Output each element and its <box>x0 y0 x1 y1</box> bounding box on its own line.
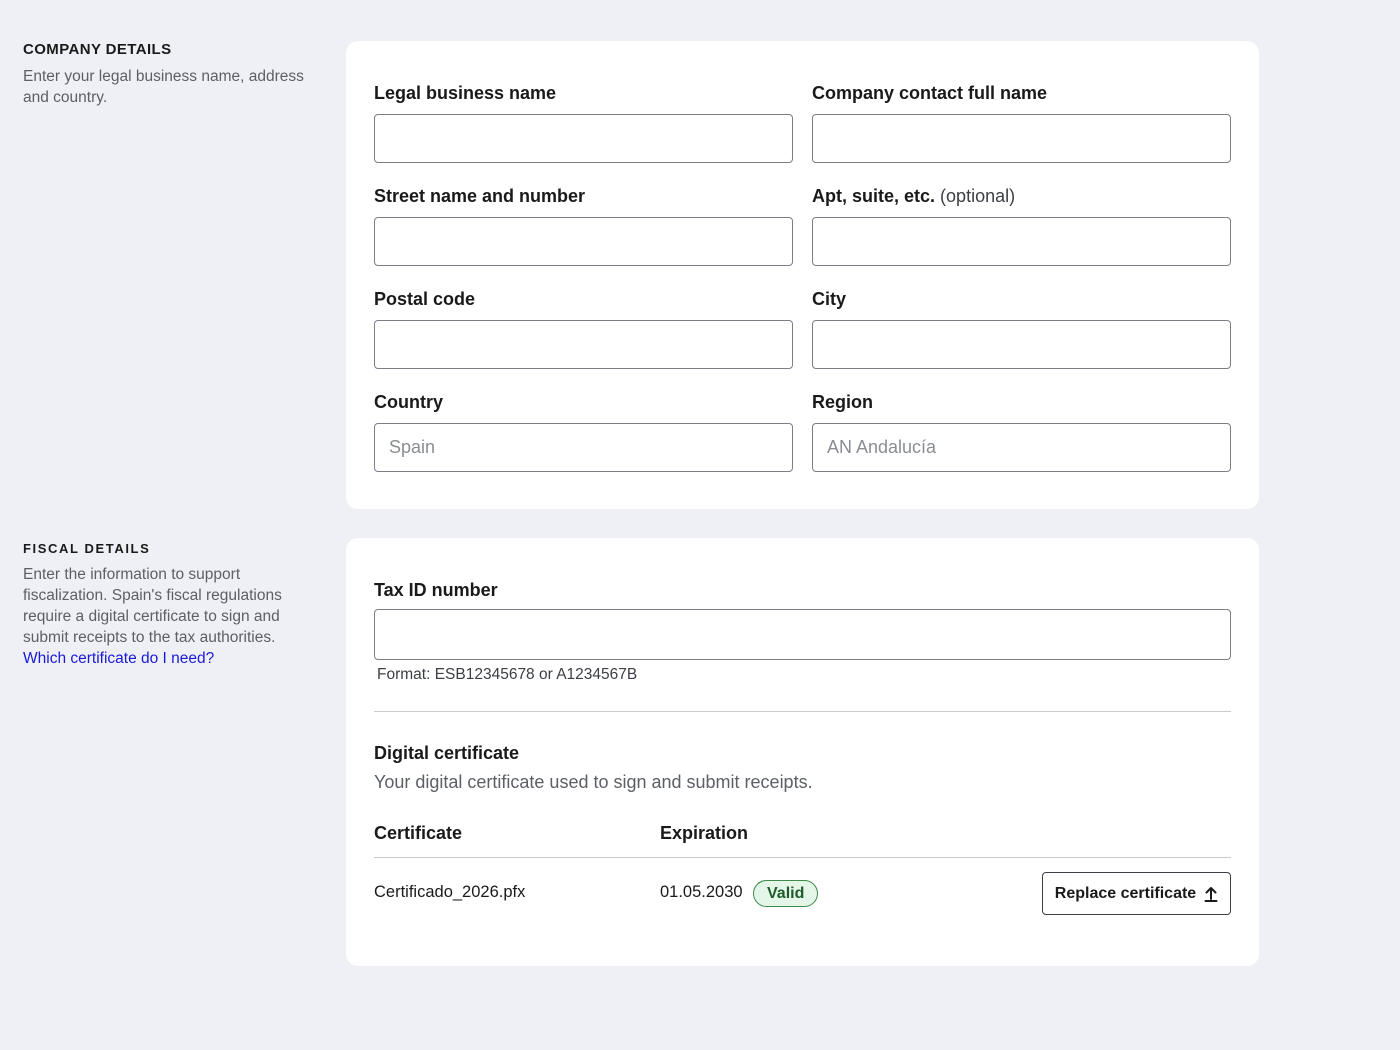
country-input[interactable]: Spain <box>374 423 793 472</box>
fiscal-details-card <box>346 538 1259 966</box>
country-label: Country <box>374 392 443 412</box>
fiscal-details-intro <box>23 541 318 669</box>
city-field <box>812 287 1231 369</box>
optional-tag: (optional) <box>940 186 1016 206</box>
street-label: Street name and number <box>374 186 586 206</box>
fiscal-details-heading: FISCAL DETAILS <box>23 541 151 556</box>
city-label: City <box>812 289 847 309</box>
region-field <box>812 390 1231 472</box>
tax-id-label: Tax ID number <box>374 580 498 600</box>
legal-name-field <box>374 81 793 163</box>
apt-label-text: Apt, suite, etc. <box>812 186 936 206</box>
contact-name-label: Company contact full name <box>812 83 1048 103</box>
postal-label: Postal code <box>374 289 476 309</box>
street-input[interactable] <box>374 217 793 266</box>
status-badge: Valid <box>753 880 818 907</box>
column-header-expiration: Expiration <box>660 823 749 843</box>
certificate-file-name: Certificado_2026.pfx <box>374 883 526 901</box>
region-input[interactable]: AN Andalucía <box>812 423 1231 472</box>
company-details-heading: COMPANY DETAILS <box>23 41 172 58</box>
section-divider <box>374 711 1231 712</box>
apt-label <box>812 184 1231 208</box>
tax-id-input[interactable] <box>374 609 1231 660</box>
region-label: Region <box>812 392 873 412</box>
apt-input[interactable] <box>812 217 1231 266</box>
contact-name-input[interactable] <box>812 114 1231 163</box>
tax-id-field <box>374 578 1231 684</box>
certificate-expiration-date: 01.05.2030 <box>660 883 743 901</box>
table-header-divider <box>374 857 1231 858</box>
legal-name-label: Legal business name <box>374 83 557 103</box>
contact-name-field <box>812 81 1231 163</box>
country-field <box>374 390 793 472</box>
replace-certificate-button[interactable] <box>1042 872 1231 915</box>
upload-icon <box>1204 886 1218 902</box>
city-input[interactable] <box>812 320 1231 369</box>
replace-certificate-label: Replace certificate <box>1054 884 1197 902</box>
legal-name-input[interactable] <box>374 114 793 163</box>
digital-certificate-title: Digital certificate <box>374 743 520 763</box>
street-field <box>374 184 793 266</box>
company-details-description: Enter your legal business name, address and country. <box>23 68 304 106</box>
company-details-intro <box>23 41 318 108</box>
certificate-help-link[interactable]: Which certificate do I need? <box>23 650 215 667</box>
postal-input[interactable] <box>374 320 793 369</box>
tax-id-format-hint: Format: ESB12345678 or A1234567B <box>377 666 638 683</box>
fiscal-details-description: Enter the information to support fiscalization. Spain's fiscal regulations require a digital certificate to sign and submit receipts to the tax authorities. <box>23 566 282 646</box>
postal-field <box>374 287 793 369</box>
digital-certificate-subtitle: Your digital certificate used to sign and submit receipts. <box>374 772 813 792</box>
company-details-card <box>346 41 1259 509</box>
column-header-certificate: Certificate <box>374 823 463 843</box>
apt-field <box>812 184 1231 266</box>
